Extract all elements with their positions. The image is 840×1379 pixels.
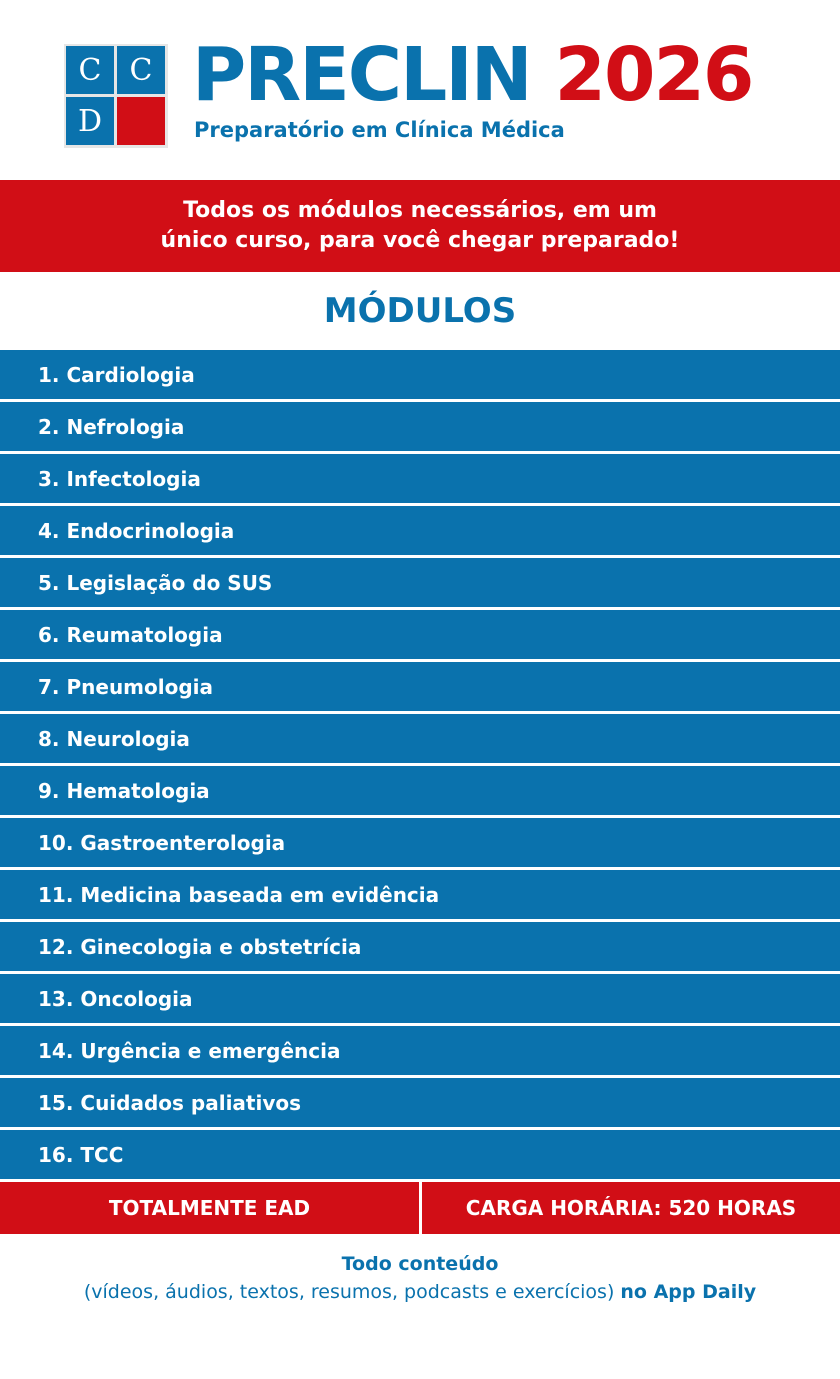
module-item: 9. Hematologia (0, 766, 840, 818)
module-item: 7. Pneumologia (0, 662, 840, 714)
banner-line-1: Todos os módulos necessários, em um (183, 198, 657, 223)
logo-letter-c1: C (66, 46, 114, 94)
module-item: 6. Reumatologia (0, 610, 840, 662)
workload-badge: CARGA HORÁRIA: 520 HORAS (422, 1182, 840, 1234)
module-item: 10. Gastroenterologia (0, 818, 840, 870)
note-details (0, 1278, 840, 1306)
module-item: 12. Ginecologia e obstetrícia (0, 922, 840, 974)
module-item: 8. Neurologia (0, 714, 840, 766)
module-item: 5. Legislação do SUS (0, 558, 840, 610)
module-item: 4. Endocrinologia (0, 506, 840, 558)
module-item: 2. Nefrologia (0, 402, 840, 454)
module-item: 11. Medicina baseada em evidência (0, 870, 840, 922)
module-item: 13. Oncologia (0, 974, 840, 1026)
brand-year: 2026 (554, 32, 753, 118)
header (0, 0, 840, 180)
note-details-text: (vídeos, áudios, textos, resumos, podcasts e exercícios) (83, 1281, 621, 1303)
page-title (192, 32, 753, 118)
brand-name: PRECLIN (192, 32, 531, 118)
page-subtitle: Preparatório em Clínica Médica (194, 118, 565, 142)
promo-banner (0, 180, 840, 272)
content-note (0, 1250, 840, 1306)
ccd-logo (64, 44, 168, 148)
note-heading: Todo conteúdo (341, 1253, 499, 1275)
app-name: no App Daily (620, 1281, 757, 1303)
module-item: 3. Infectologia (0, 454, 840, 506)
module-item: 1. Cardiologia (0, 350, 840, 402)
module-item: 16. TCC (0, 1130, 840, 1182)
banner-line-2: único curso, para você chegar preparado! (160, 228, 680, 253)
logo-red-square (117, 97, 165, 145)
modules-list (0, 350, 840, 1182)
ead-badge: TOTALMENTE EAD (0, 1182, 419, 1234)
module-item: 14. Urgência e emergência (0, 1026, 840, 1078)
course-info-bar (0, 1182, 840, 1234)
module-item: 15. Cuidados paliativos (0, 1078, 840, 1130)
logo-letter-d: D (66, 97, 114, 145)
modules-heading: MÓDULOS (323, 291, 517, 331)
logo-letter-c2: C (117, 46, 165, 94)
